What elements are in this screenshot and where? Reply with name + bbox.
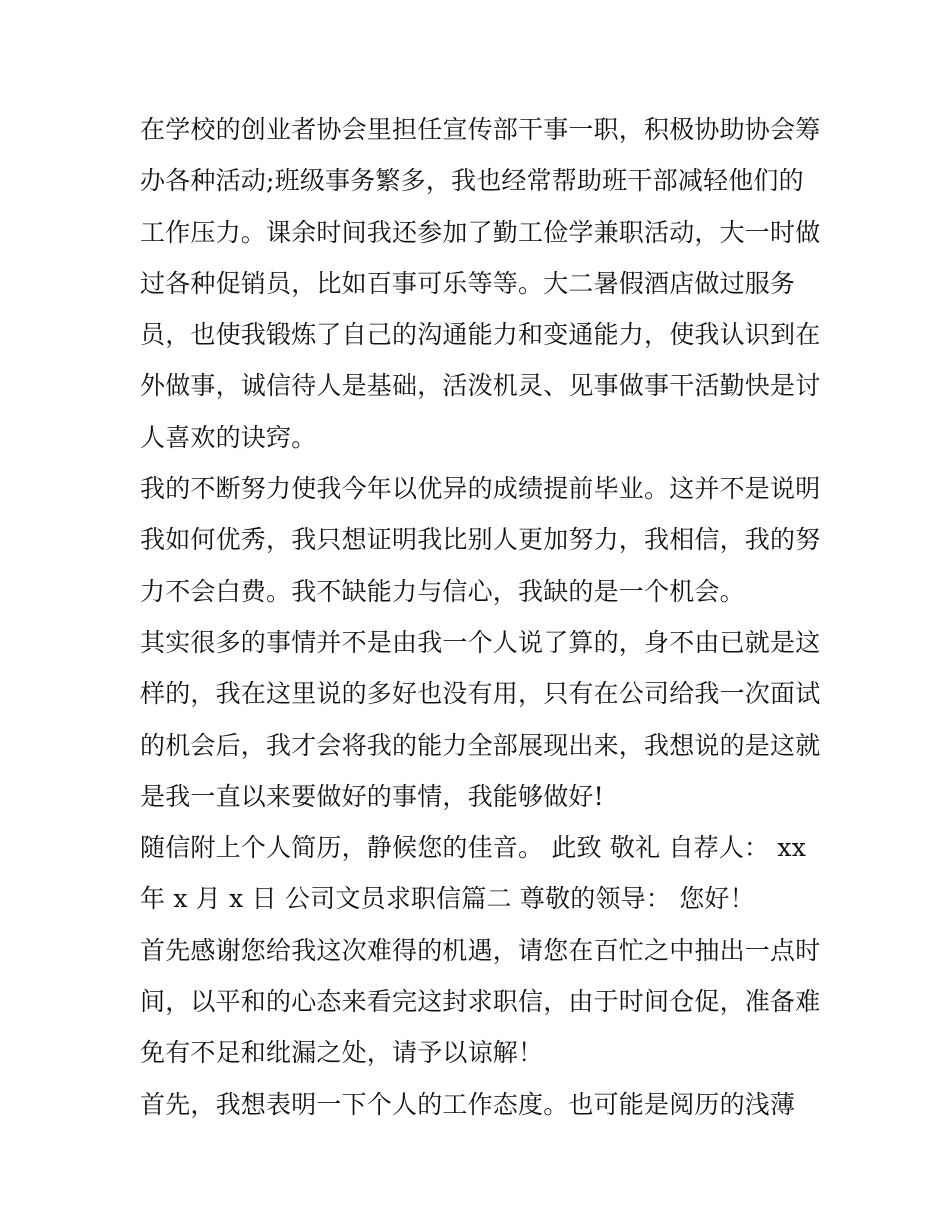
text-line: 工作压力。课余时间我还参加了勤工俭学兼职活动，大一时做: [140, 217, 821, 247]
text-line: 过各种促销员，比如百事可乐等等。大二暑假酒店做过服务: [140, 268, 796, 298]
text-line: 间，以平和的心态来看完这封求职信，由于时间仓促，准备难: [140, 987, 821, 1017]
text-line: 我的不断努力使我今年以优异的成绩提前毕业。这并不是说明: [140, 474, 821, 504]
text-line: 外做事，诚信待人是基础，活泼机灵、见事做事干活勤快是讨: [140, 371, 821, 401]
text-line: 年 x 月 x 日 公司文员求职信篇二 尊敬的领导： 您好！: [140, 884, 755, 914]
text-line: 首先，我想表明一下个人的工作态度。也可能是阅历的浅薄: [140, 1089, 796, 1119]
text-line: 人喜欢的诀窍。: [140, 422, 317, 452]
text-line: 我如何优秀，我只想证明我比别人更加努力，我相信，我的努: [140, 525, 821, 555]
body-text: [140, 104, 820, 1130]
text-line: 力不会白费。我不缺能力与信心，我缺的是一个机会。: [140, 576, 745, 606]
text-line: 在学校的创业者协会里担任宣传部干事一职，积极协助协会筹: [140, 115, 821, 144]
text-line: 是我一直以来要做好的事情，我能够做好!: [140, 781, 604, 811]
text-line: 的机会后，我才会将我的能力全部展现出来，我想说的是这就: [140, 730, 821, 760]
text-line: 首先感谢您给我这次难得的机遇，请您在百忙之中抽出一点时: [140, 935, 821, 965]
text-line: 办各种活动;班级事务繁多，我也经常帮助班干部减轻他们的: [140, 166, 804, 196]
text-line: 员，也使我锻炼了自己的沟通能力和变通能力，使我认识到在: [140, 320, 821, 350]
text-line: 随信附上个人简历，静候您的佳音。 此致 敬礼 自荐人： xx: [140, 833, 806, 863]
text-line: 样的，我在这里说的多好也没有用，只有在公司给我一次面试: [140, 679, 821, 709]
text-line: 其实很多的事情并不是由我一个人说了算的，身不由已就是这: [140, 627, 821, 657]
text-line: 免有不足和纰漏之处，请予以谅解！: [140, 1038, 544, 1068]
